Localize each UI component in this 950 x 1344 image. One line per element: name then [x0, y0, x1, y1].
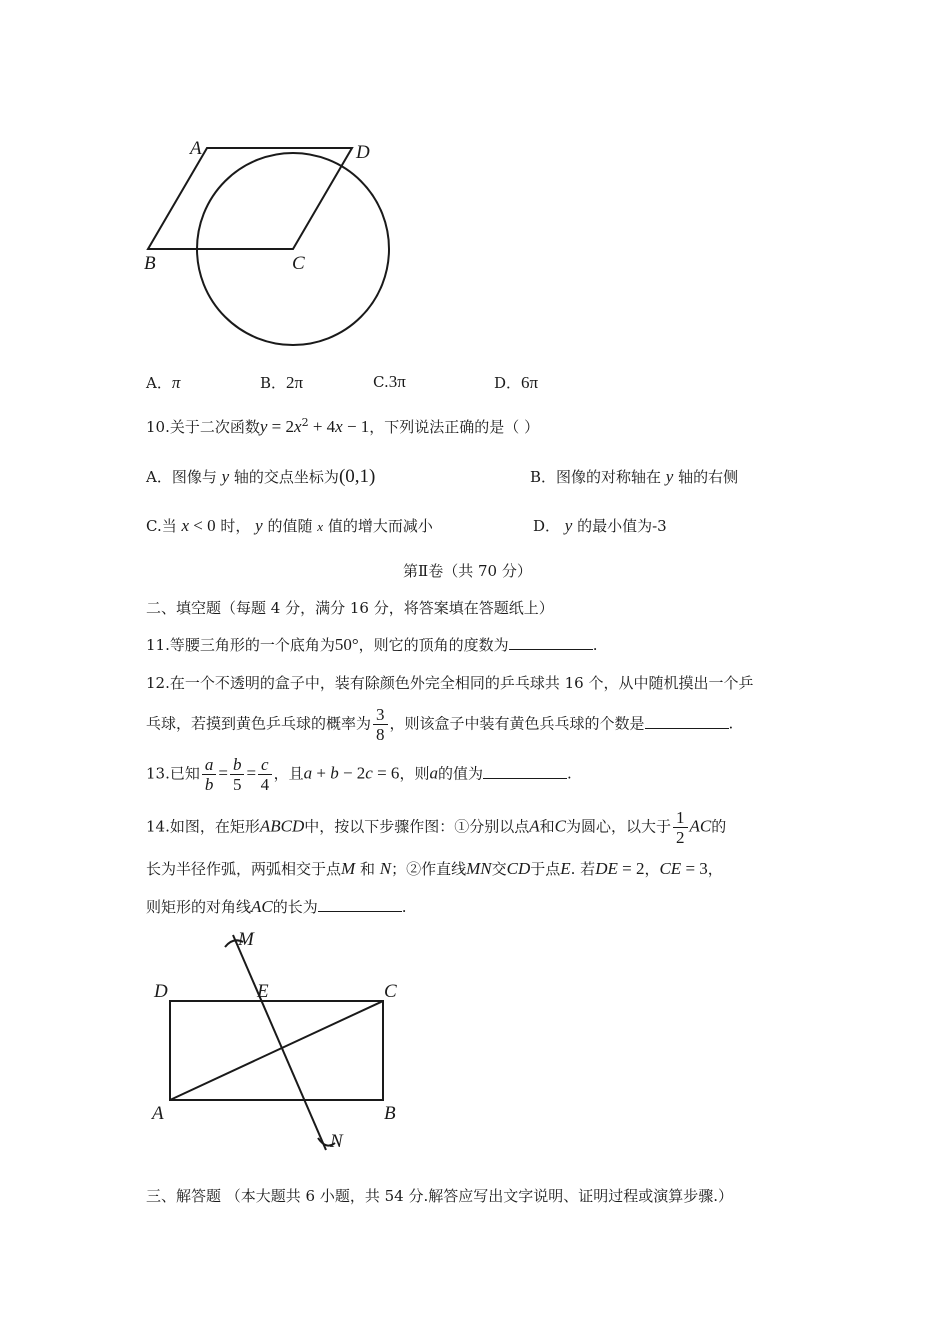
q10-option-b: B．图像的对称轴在 y 轴的右侧	[530, 467, 739, 486]
label-b: B	[144, 253, 156, 274]
q12-line1: 12.在一个不透明的盒子中，装有除颜色外完全相同的乒乓球共 16 个，从中随机摸出一个乒	[146, 674, 754, 692]
q10-stem: 10.关于二次函数$y = 2x^2 + 4x - 1$，下列说法正确的是（ ）	[146, 416, 540, 436]
q10-option-a: A．图像与 y 轴的交点坐标为(0,1)	[146, 466, 376, 487]
q13: 13.已知 $\frac{a}{b}$ = $\frac{b}{5}$ = $\frac{c}{4}$ ，且a + b − 2c = 6，则a的值为 .	[146, 755, 572, 794]
q9-option-c: C.3π	[373, 372, 406, 391]
label-d: D	[154, 981, 168, 1002]
label-m: M	[238, 929, 254, 950]
q14-line2: 长为半径作弧，两弧相交于点M 和 N；②作直线MN交CD于点E. 若DE = 2，CE = 3，	[146, 859, 723, 878]
label-n: N	[330, 1131, 343, 1152]
label-c: C	[292, 253, 305, 274]
fill-in-heading: 二、填空题（每题 4 分，满分 16 分，将答案填在答题纸上）	[146, 599, 554, 617]
answer-blank	[645, 714, 729, 729]
label-d: D	[356, 142, 370, 163]
solve-heading: 三、解答题 （本大题共 6 小题，共 54 分.解答应写出文字说明、证明过程或演算步骤.）	[146, 1187, 734, 1205]
answer-blank	[318, 897, 402, 912]
section-2-title: 第Ⅱ卷（共 70 分）	[403, 562, 532, 580]
q10-option-d: D． y 的最小值为-3	[533, 516, 667, 535]
q9-option-a: A．π	[146, 373, 181, 392]
q11: 11.等腰三角形的一个底角为50°，则它的顶角的度数为 .	[146, 635, 598, 654]
label-b: B	[384, 1103, 396, 1124]
figure-rectangle-bisector	[140, 925, 430, 1165]
q14-line3: 则矩形的对角线AC的长为 .	[146, 897, 407, 916]
label-a: A	[190, 138, 202, 159]
label-a: A	[152, 1103, 164, 1124]
q9-option-d: D．6π	[494, 373, 539, 392]
diagonal-ac	[170, 1001, 383, 1100]
q9-option-b: B．2π	[260, 373, 304, 392]
label-c: C	[384, 981, 397, 1002]
label-e: E	[257, 981, 269, 1002]
answer-blank	[509, 635, 593, 650]
fraction-3-8: $\frac{3}{8}$	[373, 705, 388, 744]
answer-blank	[483, 764, 567, 779]
figure-rhombus-circle	[130, 130, 410, 365]
q10-option-c: C.当 x < 0 时， y 的值随 x 值的增大而减小	[146, 516, 433, 535]
line-mn	[233, 935, 326, 1150]
q12-line2: 乓球，若摸到黄色乒乓球的概率为 $\frac{3}{8}$ ，则该盒子中装有黄色兵乓球的个数是 .	[146, 705, 734, 744]
q14-line1: 14.如图，在矩形ABCD中，按以下步骤作图：①分别以点A和C为圆心，以大于 $\frac{1}{2}$ AC的	[146, 808, 727, 847]
